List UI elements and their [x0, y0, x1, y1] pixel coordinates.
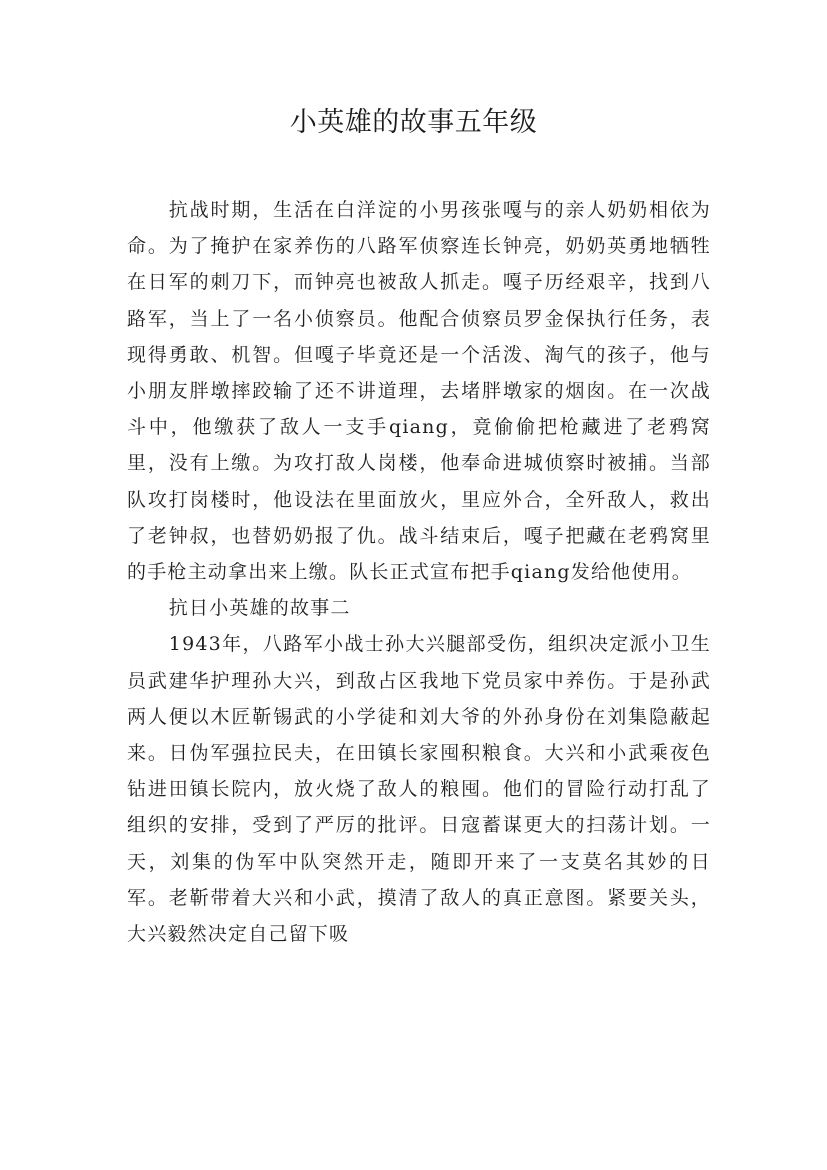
document-body	[127, 192, 711, 952]
paragraph-story-two: 1943年，八路军小战士孙大兴腿部受伤，组织决定派小卫生员武建华护理孙大兴，到敌占区我地下党员家中养伤。于是孙武两人便以木匠靳锡武的小学徒和刘大爷的外孙身份在刘集隐蔽起来。日伪军强拉民夫，在田镇长家囤积粮食。大兴和小武乘夜色钻进田镇长院内，放火烧了敌人的粮囤。他们的冒险行动打乱了组织的安排，受到了严厉的批评。日寇蓄谋更大的扫荡计划。一天，刘集的伪军中队突然开走，随即开来了一支莫名其妙的日军。老靳带着大兴和小武，摸清了敌人的真正意图。紧要关头，大兴毅然决定自己留下吸	[127, 633, 711, 946]
paragraph-story-one: 抗战时期，生活在白洋淀的小男孩张嘎与的亲人奶奶相依为命。为了掩护在家养伤的八路军侦察连长钟亮，奶奶英勇地牺牲在日军的刺刀下，而钟亮也被敌人抓走。嘎子历经艰辛，找到八路军，当上了一名小侦察员。他配合侦察员罗金保执行任务，表现得勇敢、机智。但嘎子毕竟还是一个活泼、淘气的孩子，他与小朋友胖墩摔跤输了还不讲道理，去堵胖墩家的烟囱。在一次战斗中，他缴获了敌人一支手qiang，竟偷偷把枪藏进了老鸦窝里，没有上缴。为攻打敌人岗楼，他奉命进城侦察时被捕。当部队攻打岗楼时，他设法在里面放火，里应外合，全歼敌人，救出了老钟叔，也替奶奶报了仇。战斗结束后，嘎子把藏在老鸦窝里的手枪主动拿出来上缴。队长正式宣布把手qiang发给他使用。	[127, 199, 711, 584]
document-title: 小英雄的故事五年级	[289, 107, 538, 138]
section-heading-story-two: 抗日小英雄的故事二	[168, 597, 351, 620]
